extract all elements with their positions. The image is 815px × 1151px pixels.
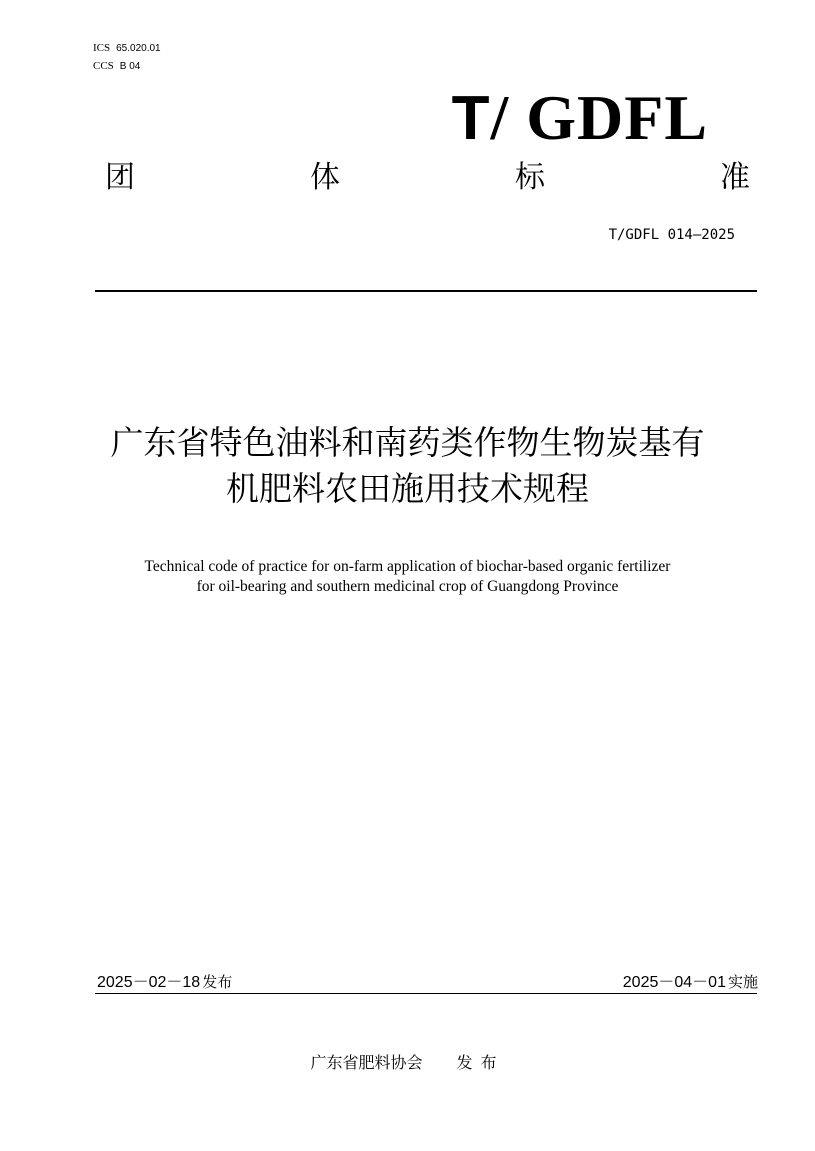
logo-gdfl: / GDFL bbox=[490, 82, 708, 153]
english-title-line: for oil-bearing and southern medicinal crop of Guangdong Province bbox=[196, 578, 619, 595]
bottom-divider bbox=[95, 993, 757, 994]
english-title bbox=[40, 557, 775, 597]
standard-type-char: 标 bbox=[515, 160, 545, 195]
standard-number: T/GDFL 014—2025 bbox=[608, 227, 735, 243]
standard-type-char: 团 bbox=[105, 160, 135, 195]
chinese-title-line: 广东省特色油料和南药类作物生物炭基有 bbox=[110, 423, 705, 462]
ccs-classification bbox=[93, 60, 140, 73]
ics-code: 65.020.01 bbox=[116, 43, 161, 54]
publisher-action: 发布 bbox=[456, 1053, 505, 1072]
english-title-line: Technical code of practice for on-farm application of biochar-based organic fertilizer bbox=[144, 558, 671, 575]
standard-type-char: 体 bbox=[310, 160, 340, 195]
publisher-name: 广东省肥料协会 bbox=[310, 1053, 423, 1072]
issue-date bbox=[97, 972, 232, 993]
implementation-date bbox=[623, 972, 758, 993]
issue-date-value: 2025－02－18 bbox=[97, 974, 201, 991]
standard-type-char: 准 bbox=[720, 160, 750, 195]
top-divider bbox=[95, 290, 757, 292]
publisher-line bbox=[0, 1053, 815, 1073]
standard-logo bbox=[452, 80, 708, 157]
issue-label: 发布 bbox=[202, 973, 233, 991]
logo-t-letter: T bbox=[451, 84, 491, 153]
ics-label: ICS bbox=[93, 42, 111, 54]
implementation-date-value: 2025－04－01 bbox=[622, 974, 726, 991]
standard-type-heading bbox=[105, 158, 750, 198]
ccs-code: B 04 bbox=[119, 61, 141, 72]
implementation-label: 实施 bbox=[727, 973, 758, 991]
chinese-title-line: 机肥料农田施用技术规程 bbox=[226, 469, 589, 508]
ccs-label: CCS bbox=[93, 60, 114, 72]
chinese-title bbox=[40, 420, 775, 512]
ics-classification bbox=[93, 42, 161, 55]
